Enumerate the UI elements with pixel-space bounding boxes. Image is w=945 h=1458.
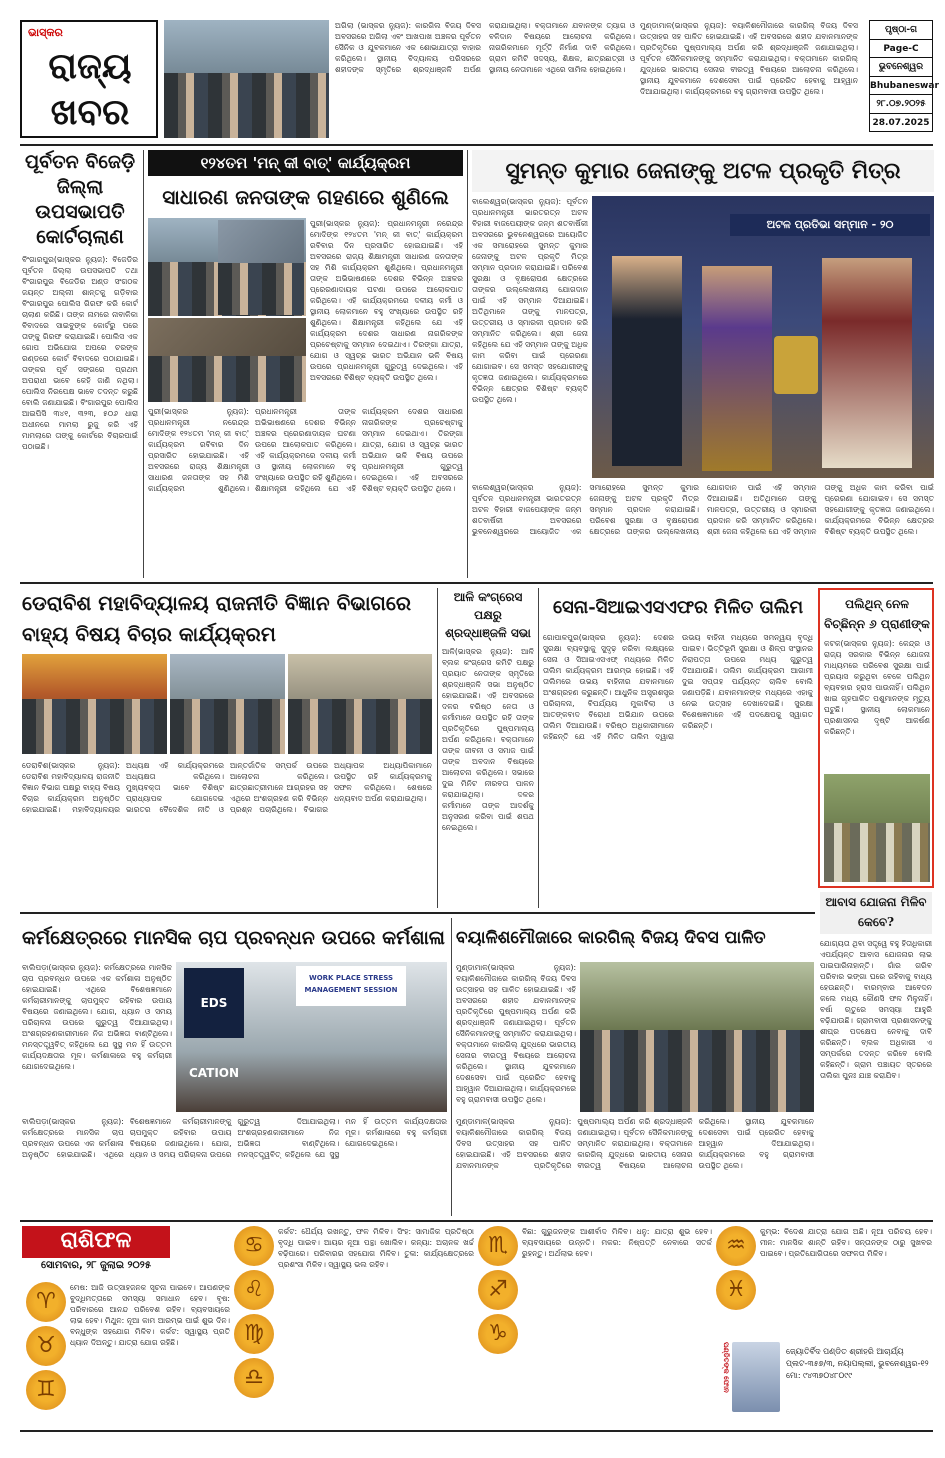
person-left — [612, 256, 682, 466]
photo-derabish-2 — [170, 654, 285, 754]
page-number-odia: ପୃଷ୍ଠା-ଗ — [870, 21, 932, 40]
divider-col1 — [143, 150, 144, 578]
photo-derabish-3 — [288, 654, 432, 754]
astrologer-side-label: ପଣ୍ଡିତଙ୍କ ଫୋନ — [722, 1342, 730, 1393]
headline-derabish: ଡେରାବିଶ ମହାବିଦ୍ୟାଳୟ ରାଜନୀତି ବିଜ୍ଞାନ ବିଭାଗରେ ବାହ୍ୟ ବିଷୟ ବିଚାର କାର୍ଯ୍ୟକ୍ରମ — [22, 591, 412, 646]
body-kortchalan: ବିଂଗାରପୁର(ଭାସ୍କର ନ୍ୟୁଜ): ବିଜେଡିର ପୂର୍ବତନ ଜିଲ୍ଲା ଉପସଭାପତି ତଥା ବିଂଗାରପୁର ବିଜେଡିର ଅଣ୍ଡ ସଂଗଠକ ଜୟନ୍ତ ଅଲ୍ଲୀ ଶାନ୍ତକୁ ଗଡ଼ିବାର ବିଂଗାରପୁର ପୋଲିସ ଗିରଫ କରି କୋର୍ଟ ଚାଲାଣ କରିଛି। ତାଙ୍କ ନାମରେ ନାବାଳିକା ବିବାଦରେ ସାଇବୁଙ୍କ କୋର୍ଟରୁ ପରେ ତାଙ୍କୁ ଗିରଫ କରାଯାଇଛି। ପୋଲିସ ଏକ ଗୋପ ଅଭିଯୋଗ ଅପରେ ଚରଙ୍କ ରଣ୍ଡରେ କୋର୍ଟ ବିବାଦରେ ପଠାଯାଇଛି। ତାଙ୍କର ପୂର୍ବ ସଙ୍ଗରେ ପ୍ରଥମ ଅପରାଧୀ ଭାବେ କେହି ଜାଣି ନଥିଲା। ପୋଲିସ ନିରପେକ୍ଷ ଭାବେ ତଦନ୍ତ କରୁଛି ବୋଲି ଜଣାଯାଇଛି। ବିଂଗାରପୁର ପୋଲିସ ଆଇପିସି ୩୪୧, ୩୨୩, ୫୦୬ ଧାରା ଅଧୀନରେ ମାମଲା ରୁଜୁ କରି ଏହି ମାମଲାରେ ତାଙ୍କୁ କୋର୍ଟରେ ବିଚାରପାଇଁ ପଠାଇଛି। — [22, 255, 138, 451]
rashifal-col-1: ମେଷ: ଆଜି ଉତ୍ସାହଜନକ ସୂଚନା ପାଇବେ। ଆପଣଙ୍କ ବୁଦ୍ଧିମତ୍ତାରେ ସମସ୍ୟା ସମାଧାନ ହେବ। ବୃଷ: ପରିବାରରେ ଆନନ୍ଦ ପରିବେଶ ରହିବ। ବ୍ୟବସାୟରେ ଲାଭ ହେବ। ମିଥୁନ: ନୂଆ କାମ ଆରମ୍ଭ ପାଇଁ ଶୁଭ ଦିନ। ବନ୍ଧୁଙ୍କ ସହଯୋଗ ମିଳିବ। କର୍କଟ: ସ୍ୱାସ୍ଥ୍ୟ ପ୍ରତି ଧ୍ୟାନ ଦିଅନ୍ତୁ। ଯାତ୍ରା ଯୋଗ ରହିଛି। — [70, 1283, 230, 1347]
photo-banner: WORK PLACE STRESS MANAGEMENT SESSION — [296, 966, 406, 1006]
photo-atal-samman — [592, 196, 934, 478]
divider-bottom — [20, 1430, 933, 1432]
photo-mann-ki-baat-inset — [218, 220, 304, 315]
aries-icon: ♈ — [26, 1282, 66, 1322]
capricorn-icon: ♑ — [478, 1314, 518, 1354]
divider-mid2 — [20, 912, 815, 914]
headline-abas: ଆବାସ ଯୋଜନା ମିଳିବ କେବେ? — [820, 892, 932, 934]
divider-congress — [538, 588, 539, 908]
city-en: Bhubaneswar — [870, 77, 932, 96]
body-palithin: କଟକ(ଭାସ୍କର ନ୍ୟୁଜ): କେନ୍ଦ୍ର ଓ ରାଜ୍ୟ ସରକାର ବିଭିନ୍ନ ଯୋଜନା ମାଧ୍ୟମରେ ପରିବେଶ ସୁରକ୍ଷା ପାଇଁ ପ୍ରୟାସ କରୁଥିବା ବେଳେ ପଲିଥିନ ବ୍ୟବହାର ହ୍ରାସ ପାଉନାହିଁ। ପଲିଥିନ ଖାଇ ଗୃହପାଳିତ ପଶୁମାନଙ୍କ ମୃତ୍ୟୁ ଘଟୁଛି। ସ୍ଥାନୀୟ ଲୋକମାନେ ପ୍ରଶାସନର ଦୃଷ୍ଟି ଆକର୍ଷଣ କରିଛନ୍ତି। — [824, 639, 930, 736]
trophy-icon — [774, 336, 818, 394]
headline-atal-samman: ସୁମନ୍ତ କୁମାର ଜେନାଙ୍କୁ ଅଟଳ ପ୍ରକୃତି ମିତ୍ର — [472, 150, 934, 192]
photo-kargil — [580, 962, 814, 1112]
astrologer-phone: ମୋ: ୯୪୩୭୦୪୮୦୯୯ — [786, 1371, 853, 1380]
divider-col3 — [467, 150, 468, 578]
masthead-title-line2: ଖବର — [50, 91, 130, 133]
astrologer-address: ପ୍ଲଟ-୩୫୭/୩, ନୟାପଲ୍ଲୀ, ଭୁବନେଶ୍ୱର-୧୨ — [786, 1359, 929, 1368]
body-karmashala: ବାଲିପଡ଼ା(ଭାସ୍କର ନ୍ୟୁଜ): କର୍ମକ୍ଷେତ୍ରରେ ମାନସିକ ଚାପ ପ୍ରବନ୍ଧନ ଉପରେ ଏକ କର୍ମଶାଳା ଅନୁଷ୍ଠିତ ହୋଇଯାଇଛି। ଏଥିରେ ବିଶେଷଜ୍ଞମାନେ କର୍ମଚାରୀମାନଙ୍କୁ ଚାପମୁକ୍ତ ରହିବାର ଉପାୟ ବିଷୟରେ ଜଣାଇଥିଲେ। ଯୋଗ, ଧ୍ୟାନ ଓ ସମୟ ପରିଚାଳନା ଉପରେ ଗୁରୁତ୍ୱ ଦିଆଯାଇଥିଲା। ଅଂଶଗ୍ରହଣକାରୀମାନେ ନିଜ ଅଭିଜ୍ଞତା ବାଣ୍ଟିଥିଲେ। ମନସ୍ତତ୍ତ୍ୱବିତ୍ କହିଥିଲେ ଯେ ସୁସ୍ଥ ମନ ହିଁ ଉତ୍ତମ କାର୍ଯ୍ୟଦକ୍ଷତାର ମୂଳ। କର୍ମଶାଳାରେ ବହୁ କର୍ମଚାରୀ ଯୋଗଦେଇଥିଲେ। — [22, 1117, 447, 1159]
body-mann-ki-baat: ପୁରୀ(ଭାସ୍କର ନ୍ୟୁଜ): ପ୍ରଧାନମନ୍ତ୍ରୀ ନରେନ୍ଦ୍ର ମୋଦିଙ୍କ ୧୨୪ତମ 'ମନ୍ କୀ ବାତ୍' କାର୍ଯ୍ୟକ୍ରମ ରବିବାର ଦିନ ପ୍ରସାରିତ ହୋଇଯାଇଛି। ଏହି ଅବସରରେ ରାଜ୍ୟ ଶିକ୍ଷାମନ୍ତ୍ରୀ ସାଧାରଣ ଜନତାଙ୍କ ସହ ମିଶି କାର୍ଯ୍ୟକ୍ରମ ଶୁଣିଥିଲେ। ପ୍ରଧାନମନ୍ତ୍ରୀ ତାଙ୍କ ଅଭିଭାଷଣରେ ଦେଶର ବିଭିନ୍ନ ଅଞ୍ଚଳର ପ୍ରେରଣାଦାୟକ ଘଟଣା ଉପରେ ଆଲୋକପାତ କରିଥିଲେ। ଏହି କାର୍ଯ୍ୟକ୍ରମରେ ଦଳୀୟ କର୍ମୀ ଓ ସ୍ଥାନୀୟ ଲୋକମାନେ ବହୁ ସଂଖ୍ୟାରେ ଉପସ୍ଥିତ ରହି ଶୁଣିଥିଲେ। ଶିକ୍ଷାମନ୍ତ୍ରୀ କହିଥିଲେ ଯେ ଏହି କାର୍ଯ୍ୟକ୍ରମ ଦେଶର ସାଧାରଣ ନାଗରିକଙ୍କ ପ୍ରଚେଷ୍ଟାକୁ ସମ୍ମାନ ଦେଇଥାଏ। ତିରଙ୍ଗା ଯାତ୍ରା, ଯୋଗ ଓ ସ୍ୱଚ୍ଛ ଭାରତ ଅଭିଯାନ ଭଳି ବିଷୟ ଉପରେ ପ୍ରଧାନମନ୍ତ୍ରୀ ଗୁରୁତ୍ୱ ଦେଇଥିଲେ। ଏହି ଅବସରରେ ବିଶିଷ୍ଟ ବ୍ୟକ୍ତି ଉପସ୍ଥିତ ଥିଲେ। — [148, 407, 463, 493]
headline-kortchalan: ପୂର୍ବତନ ବିଜେଡ଼ି ଜିଲ୍ଲା ଉପସଭାପତି କୋର୍ଟଚାଲାଣ — [24, 151, 136, 248]
body-karmashala-left: ବାଲିପଡ଼ା(ଭାସ୍କର ନ୍ୟୁଜ): କର୍ମକ୍ଷେତ୍ରରେ ମାନସିକ ଚାପ ପ୍ରବନ୍ଧନ ଉପରେ ଏକ କର୍ମଶାଳା ଅନୁଷ୍ଠିତ ହୋଇଯାଇଛି। ଏଥିରେ ବିଶେଷଜ୍ଞମାନେ କର୍ମଚାରୀମାନଙ୍କୁ ଚାପମୁକ୍ତ ରହିବାର ଉପାୟ ବିଷୟରେ ଜଣାଇଥିଲେ। ଯୋଗ, ଧ୍ୟାନ ଓ ସମୟ ପରିଚାଳନା ଉପରେ ଗୁରୁତ୍ୱ ଦିଆଯାଇଥିଲା। ଅଂଶଗ୍ରହଣକାରୀମାନେ ନିଜ ଅଭିଜ୍ଞତା ବାଣ୍ଟିଥିଲେ। ମନସ୍ତତ୍ତ୍ୱବିତ୍ କହିଥିଲେ ଯେ ସୁସ୍ଥ ମନ ହିଁ ଉତ୍ତମ କାର୍ଯ୍ୟଦକ୍ଷତାର ମୂଳ। କର୍ମଶାଳାରେ ବହୁ କର୍ମଚାରୀ ଯୋଗଦେଇଥିଲେ। — [22, 963, 172, 1071]
divider-derabish — [437, 588, 438, 908]
astrologer-name: ଜ୍ୟୋତିର୍ବିଦ ପଣ୍ଡିତ ଶ୍ରୀହରି ଆଚାର୍ଯ୍ୟ — [786, 1347, 904, 1356]
masthead-title-line1: ରାଜ୍ୟ — [48, 45, 132, 87]
leo-icon: ♌ — [234, 1270, 274, 1310]
body-atal-samman: ବାଲେଶ୍ୱର(ଭାସ୍କର ନ୍ୟୁଜ): ପୂର୍ବତନ ପ୍ରଧାନମନ୍ତ୍ରୀ ଭାରତରତ୍ନ ଅଟଳ ବିହାରୀ ବାଜପେୟୀଙ୍କ ଜନ୍ମ ଶତବାର୍ଷିକୀ ଅବସରରେ ଭୁବନେଶ୍ୱରରେ ଆୟୋଜିତ ଏକ ସମାରୋହରେ ସୁମନ୍ତ କୁମାର ଜେନାଙ୍କୁ ଅଟଳ ପ୍ରକୃତି ମିତ୍ର ସମ୍ମାନ ପ୍ରଦାନ କରାଯାଇଛି। ପରିବେଶ ସୁରକ୍ଷା ଓ ବୃକ୍ଷରୋପଣ କ୍ଷେତ୍ରରେ ତାଙ୍କର ଉଲ୍ଲେଖନୀୟ ଯୋଗଦାନ ପାଇଁ ଏହି ସମ୍ମାନ ଦିଆଯାଇଛି। ଅତିଥିମାନେ ତାଙ୍କୁ ମାନପତ୍ର, ଉତ୍ତରୀୟ ଓ ସ୍ମାରକୀ ପ୍ରଦାନ କରି ସମ୍ମାନିତ କରିଥିଲେ। ଶ୍ରୀ ଜେନା କହିଥିଲେ ଯେ ଏହି ସମ୍ମାନ ତାଙ୍କୁ ଅଧିକ କାମ କରିବା ପାଇଁ ପ୍ରେରଣା ଯୋଗାଇବ। ସେ ସମସ୍ତ ସହଯୋଗୀଙ୍କୁ କୃତଜ୍ଞତା ଜଣାଇଥିଲେ। କାର୍ଯ୍ୟକ୍ରମରେ ବିଭିନ୍ନ କ୍ଷେତ୍ରର ବିଶିଷ୍ଟ ବ୍ୟକ୍ତି ଉପସ୍ଥିତ ଥିଲେ। — [472, 483, 934, 536]
divider-karmashala — [451, 918, 452, 1216]
stage-banner: ଅଟଳ ପ୍ରତିଭା ସମ୍ମାନ - ୨୦ — [730, 214, 930, 236]
divider-mid1 — [20, 582, 933, 584]
headline-congress: ଆଳି କଂଗ୍ରେସ ପକ୍ଷରୁ ଶ୍ରଦ୍ଧାଞ୍ଜଳି ସଭା — [445, 590, 531, 640]
page-info-box — [869, 20, 939, 132]
city-odia: ଭୁବନେଶ୍ୱର — [870, 58, 932, 77]
pisces-icon: ♓ — [716, 1270, 756, 1310]
body-atal-samman-left: ବାଲେଶ୍ୱର(ଭାସ୍କର ନ୍ୟୁଜ): ପୂର୍ବତନ ପ୍ରଧାନମନ୍ତ୍ରୀ ଭାରତରତ୍ନ ଅଟଳ ବିହାରୀ ବାଜପେୟୀଙ୍କ ଜନ୍ମ ଶତବାର୍ଷିକୀ ଅବସରରେ ଭୁବନେଶ୍ୱରରେ ଆୟୋଜିତ ଏକ ସମାରୋହରେ ସୁମନ୍ତ କୁମାର ଜେନାଙ୍କୁ ଅଟଳ ପ୍ରକୃତି ମିତ୍ର ସମ୍ମାନ ପ୍ରଦାନ କରାଯାଇଛି। ପରିବେଶ ସୁରକ୍ଷା ଓ ବୃକ୍ଷରୋପଣ କ୍ଷେତ୍ରରେ ତାଙ୍କର ଉଲ୍ଲେଖନୀୟ ଯୋଗଦାନ ପାଇଁ ଏହି ସମ୍ମାନ ଦିଆଯାଇଛି। ଅତିଥିମାନେ ତାଙ୍କୁ ମାନପତ୍ର, ଉତ୍ତରୀୟ ଓ ସ୍ମାରକୀ ପ୍ରଦାନ କରି ସମ୍ମାନିତ କରିଥିଲେ। ଶ୍ରୀ ଜେନା କହିଥିଲେ ଯେ ଏହି ସମ୍ମାନ ତାଙ୍କୁ ଅଧିକ କାମ କରିବା ପାଇଁ ପ୍ରେରଣା ଯୋଗାଇବ। ସେ ସମସ୍ତ ସହଯୋଗୀଙ୍କୁ କୃତଜ୍ଞତା ଜଣାଇଥିଲେ। କାର୍ଯ୍ୟକ୍ରମରେ ବିଭିନ୍ନ କ୍ଷେତ୍ରର ବିଶିଷ୍ଟ ବ୍ୟକ୍ତି ଉପସ୍ଥିତ ଥିଲେ। — [472, 197, 588, 404]
body-congress: ଆଳି(ଭାସ୍କର ନ୍ୟୁଜ): ଆଳି ବ୍ଲକ କଂଗ୍ରେସ କମିଟି ପକ୍ଷରୁ ପ୍ରୟାତ ନେତାଙ୍କ ସ୍ମୃତିରେ ଶ୍ରଦ୍ଧାଞ୍ଜଳି ସଭା ଅନୁଷ୍ଠିତ ହୋଇଯାଇଛି। ଏହି ଅବସରରେ ଦଳର ବରିଷ୍ଠ ନେତା ଓ କର୍ମୀମାନେ ଉପସ୍ଥିତ ରହି ତାଙ୍କ ପ୍ରତିକୃତିରେ ପୁଷ୍ପମାଲ୍ୟ ଅର୍ପଣ କରିଥିଲେ। ବକ୍ତାମାନେ ତାଙ୍କ ଜୀବନୀ ଓ ସମାଜ ପାଇଁ ତାଙ୍କ ଅବଦାନ ବିଷୟରେ ଆଲୋଚନା କରିଥିଲେ। ସଭାରେ ଦୁଇ ମିନିଟ ନୀରବତା ପାଳନ କରାଯାଇଥିଲା। ଦଳର କର୍ମୀମାନେ ତାଙ୍କ ଆଦର୍ଶକୁ ଅନୁସରଣ କରିବା ପାଇଁ ଶପଥ ନେଇଥିଲେ। — [442, 647, 534, 832]
body-mann-ki-baat-right: ପୁରୀ(ଭାସ୍କର ନ୍ୟୁଜ): ପ୍ରଧାନମନ୍ତ୍ରୀ ନରେନ୍ଦ୍ର ମୋଦିଙ୍କ ୧୨୪ତମ 'ମନ୍ କୀ ବାତ୍' କାର୍ଯ୍ୟକ୍ରମ ରବିବାର ଦିନ ପ୍ରସାରିତ ହୋଇଯାଇଛି। ଏହି ଅବସରରେ ରାଜ୍ୟ ଶିକ୍ଷାମନ୍ତ୍ରୀ ସାଧାରଣ ଜନତାଙ୍କ ସହ ମିଶି କାର୍ଯ୍ୟକ୍ରମ ଶୁଣିଥିଲେ। ପ୍ରଧାନମନ୍ତ୍ରୀ ତାଙ୍କ ଅଭିଭାଷଣରେ ଦେଶର ବିଭିନ୍ନ ଅଞ୍ଚଳର ପ୍ରେରଣାଦାୟକ ଘଟଣା ଉପରେ ଆଲୋକପାତ କରିଥିଲେ। ଏହି କାର୍ଯ୍ୟକ୍ରମରେ ଦଳୀୟ କର୍ମୀ ଓ ସ୍ଥାନୀୟ ଲୋକମାନେ ବହୁ ସଂଖ୍ୟାରେ ଉପସ୍ଥିତ ରହି ଶୁଣିଥିଲେ। ଶିକ୍ଷାମନ୍ତ୍ରୀ କହିଥିଲେ ଯେ ଏହି କାର୍ଯ୍ୟକ୍ରମ ଦେଶର ସାଧାରଣ ନାଗରିକଙ୍କ ପ୍ରଚେଷ୍ଟାକୁ ସମ୍ମାନ ଦେଇଥାଏ। ତିରଙ୍ଗା ଯାତ୍ରା, ଯୋଗ ଓ ସ୍ୱଚ୍ଛ ଭାରତ ଅଭିଯାନ ଭଳି ବିଷୟ ଉପରେ ପ୍ରଧାନମନ୍ତ୍ରୀ ଗୁରୁତ୍ୱ ଦେଇଥିଲେ। ଏହି ଅବସରରେ ବିଶିଷ୍ଟ ବ୍ୟକ୍ତି ଉପସ୍ଥିତ ଥିଲେ। — [310, 219, 463, 382]
aquarius-icon: ♒ — [716, 1226, 756, 1266]
date-odia: ୨୮.୦୭.୨୦୨୫ — [870, 95, 932, 114]
rashifal-col-4: କୁମ୍ଭ: ବିଦେଶ ଯାତ୍ରା ଯୋଗ ଅଛି। ନୂଆ ପରିଚୟ ହେବ। ମୀନ: ମାନସିକ ଶାନ୍ତି ରହିବ। ସନ୍ତାନଙ୍କ ଠାରୁ ସୁଖବର ପାଇବେ। ପ୍ରତିଯୋଗିତାରେ ସଫଳତା ମିଳିବ। — [760, 1227, 932, 1258]
rashifal-date: ସୋମବାର, ୨୮ ଜୁଲାଇ ୨୦୨୫ — [41, 1260, 151, 1271]
astrologer-photo — [732, 1342, 780, 1412]
photo-mann-ki-baat-2 — [148, 318, 306, 402]
astrologer-info — [786, 1346, 934, 1382]
top-strip-body-cont: ମୁଣ୍ଡାମାଳ(ଭାସ୍କର ନ୍ୟୁଜ): ବୟାଳିଶମୌଜାରେ କାରଗିଲ୍ ବିଜୟ ଦିବସ ଉତ୍ସାହର ସହ ପାଳିତ ହୋଇଯାଇଛି। ଏହି ଅବସରରେ ଶହୀଦ ଯବାନମାନଙ୍କ ପ୍ରତିକୃତିରେ ପୁଷ୍ପମାଲ୍ୟ ଅର୍ପଣ କରି ଶ୍ରଦ୍ଧାଞ୍ଜଳି ଜଣାଯାଇଥିଲା। ପୂର୍ବତନ ସୈନିକମାନଙ୍କୁ ସମ୍ମାନିତ କରାଯାଇଥିଲା। ବକ୍ତାମାନେ କାରଗିଲ୍ ଯୁଦ୍ଧରେ ଭାରତୀୟ ସେନାର ବୀରତ୍ୱ ବିଷୟରେ ଆଲୋଚନା କରିଥିଲେ। ସ୍ଥାନୀୟ ଯୁବକମାନେ ଦେଶସେବା ପାଇଁ ପ୍ରେରିତ ହେବାକୁ ଆହ୍ୱାନ ଦିଆଯାଇଥିଲା। କାର୍ଯ୍ୟକ୍ରମରେ ବହୁ ଗ୍ରାମବାସୀ ଉପସ୍ଥିତ ଥିଲେ। — [640, 21, 858, 96]
divider-top — [20, 144, 933, 146]
person-right — [822, 258, 912, 468]
virgo-icon: ♍ — [234, 1314, 274, 1354]
cancer-icon: ♋ — [234, 1226, 274, 1266]
body-kargil-left: ମୁଣ୍ଡାମାଳ(ଭାସ୍କର ନ୍ୟୁଜ): ବୟାଳିଶମୌଜାରେ କାରଗିଲ୍ ବିଜୟ ଦିବସ ଉତ୍ସାହର ସହ ପାଳିତ ହୋଇଯାଇଛି। ଏହି ଅବସରରେ ଶହୀଦ ଯବାନମାନଙ୍କ ପ୍ରତିକୃତିରେ ପୁଷ୍ପମାଲ୍ୟ ଅର୍ପଣ କରି ଶ୍ରଦ୍ଧାଞ୍ଜଳି ଜଣାଯାଇଥିଲା। ପୂର୍ବତନ ସୈନିକମାନଙ୍କୁ ସମ୍ମାନିତ କରାଯାଇଥିଲା। ବକ୍ତାମାନେ କାରଗିଲ୍ ଯୁଦ୍ଧରେ ଭାରତୀୟ ସେନାର ବୀରତ୍ୱ ବିଷୟରେ ଆଲୋଚନା କରିଥିଲେ। ସ୍ଥାନୀୟ ଯୁବକମାନେ ଦେଶସେବା ପାଇଁ ପ୍ରେରିତ ହେବାକୁ ଆହ୍ୱାନ ଦିଆଯାଇଥିଲା। କାର୍ଯ୍ୟକ୍ରମରେ ବହୁ ଗ୍ରାମବାସୀ ଉପସ୍ଥିତ ଥିଲେ। — [456, 963, 576, 1104]
date-en: 28.07.2025 — [872, 117, 930, 128]
callout-palithin — [818, 588, 934, 888]
sagittarius-icon: ♐ — [478, 1270, 518, 1310]
page-number-en: Page-C — [870, 40, 932, 59]
headline-mann-ki-baat: ସାଧାରଣ ଜନତାଙ୍କ ଗହଣରେ ଶୁଣିଲେ — [162, 185, 449, 209]
taurus-icon: ♉ — [26, 1326, 66, 1366]
masthead-logo — [20, 20, 158, 138]
libra-icon: ♎ — [234, 1358, 274, 1398]
rashifal-col-3: ବିଛା: ଗୁରୁଜନଙ୍କ ଆଶୀର୍ବାଦ ମିଳିବ। ଧନୁ: ଯାତ୍ରା ଶୁଭ ହେବ। ବ୍ୟବସାୟରେ ଉନ୍ନତି। ମକର: ନିଷ୍ପତ୍ତି ନେବାରେ ସତର୍କ ରୁହନ୍ତୁ। ଅର୍ଥଲାଭ ହେବ। — [522, 1227, 712, 1258]
masthead-brand: ଭାସ୍କର — [28, 26, 63, 39]
body-sena-cisf: ଗୋପାଳପୁର(ଭାସ୍କର ନ୍ୟୁଜ): ଦେଶର ସୁରକ୍ଷା ବ୍ୟବସ୍ଥାକୁ ସୁଦୃଢ଼ କରିବା ଲକ୍ଷ୍ୟରେ ସେନା ଓ ସିଆଇଏସଏଫ୍ ମଧ୍ୟରେ ମିଳିତ ତାଲିମ କାର୍ଯ୍ୟକ୍ରମ ଆରମ୍ଭ ହୋଇଛି। ଏହି ତାଲିମରେ ଉଭୟ ବାହିନୀର ଯବାନମାନେ ଅଂଶଗ୍ରହଣ କରୁଛନ୍ତି। ଆଧୁନିକ ଅସ୍ତ୍ରଶସ୍ତ୍ର ପରିଚାଳନା, ବିପର୍ଯ୍ୟୟ ମୁକାବିଲା ଓ ଆତଙ୍କବାଦ ବିରୋଧୀ ଅଭିଯାନ ଉପରେ ତାଲିମ ଦିଆଯାଉଛି। ବରିଷ୍ଠ ଅଧିକାରୀମାନେ କହିଛନ୍ତି ଯେ ଏହି ମିଳିତ ତାଲିମ ଦ୍ୱାରା ଉଭୟ ବାହିନୀ ମଧ୍ୟରେ ସମନ୍ୱୟ ବୃଦ୍ଧି ପାଇବ। ଭିତ୍ତିଭୂମି ସୁରକ୍ଷା ଓ ଶିଳ୍ପ ସଂସ୍ଥାନର ନିରାପତ୍ତା ଉପରେ ମଧ୍ୟ ଗୁରୁତ୍ୱ ଦିଆଯାଉଛି। ତାଲିମ କାର୍ଯ୍ୟକ୍ରମ ଆଗାମୀ ଦୁଇ ସପ୍ତାହ ପର୍ଯ୍ୟନ୍ତ ଚାଲିବ ବୋଲି ଜଣାପଡ଼ିଛି। ଯବାନମାନଙ୍କ ମଧ୍ୟରେ ଏହାକୁ ନେଇ ଉତ୍ସାହ ଦେଖାଦେଇଛି। ସୁରକ୍ଷା ବିଶେଷଜ୍ଞମାନେ ଏହି ପଦକ୍ଷେପକୁ ସ୍ୱାଗତ କରିଛନ୍ତି। — [543, 633, 813, 741]
top-strip-body: ଅଗିଲା (ଭାସ୍କର ନ୍ୟୁଜ): କାରଗିଲ ବିଜୟ ଦିବସ ଅବସରରେ ଅଗିଲା ଏବଂ ଆଖପାଖ ଅଞ୍ଚଳର ପୂର୍ବତନ ସୈନିକ ଓ ଯୁବକମାନେ ଏକ ଶୋଭାଯାତ୍ରା ବାହାର କରିଥିଲେ। ସ୍ଥାନୀୟ ବିଦ୍ୟାଳୟ ପରିସରରେ ଶହୀଦଙ୍କ ସ୍ମୃତିରେ ଶ୍ରଦ୍ଧାଞ୍ଜଳି ଅର୍ପଣ କରାଯାଇଥିଲା। ବକ୍ତାମାନେ ଯବାନଙ୍କ ତ୍ୟାଗ ଓ ବଳିଦାନ ବିଷୟରେ ଆଲୋଚନା କରିଥିଲେ। ନାଗରିକମାନେ ମୂର୍ତ୍ତି ନିର୍ମାଣ ଦାବି କରିଥିଲେ। ଗ୍ରାମ କମିଟି ସଦସ୍ୟ, ଶିକ୍ଷକ, ଛାତ୍ରଛାତ୍ରୀ ଓ ସ୍ଥାନୀୟ ନେତାମାନେ ଏଥିରେ ସାମିଲ ହୋଇଥିଲେ। — [335, 21, 635, 74]
body-derabish: ଡେରାବିଶ(ଭାସ୍କର ନ୍ୟୁଜ): ଡେରାବିଶ ମହାବିଦ୍ୟାଳୟ ରାଜନୀତି ବିଜ୍ଞାନ ବିଭାଗ ପକ୍ଷରୁ ବାହ୍ୟ ବିଷୟ ବିଚାର କାର୍ଯ୍ୟକ୍ରମ ଅନୁଷ୍ଠିତ ହୋଇଯାଇଛି। ମହାବିଦ୍ୟାଳୟର ଅଧ୍ୟକ୍ଷ ଏହି କାର୍ଯ୍ୟକ୍ରମରେ ଅଧ୍ୟକ୍ଷତା କରିଥିଲେ। ମୁଖ୍ୟବକ୍ତା ଭାବେ ବିଶିଷ୍ଟ ପ୍ରାଧ୍ୟାପକ ଯୋଗଦେଇ ଭାରତର ବୈଦେଶିକ ନୀତି ଓ ଆନ୍ତର୍ଜାତିକ ସମ୍ପର୍କ ଉପରେ ଆଲୋଚନା କରିଥିଲେ। ଛାତ୍ରଛାତ୍ରୀମାନେ ଆଗ୍ରହର ସହ ଏଥିରେ ଅଂଶଗ୍ରହଣ କରି ବିଭିନ୍ନ ପ୍ରଶ୍ନ ପଚାରିଥିଲେ। ବିଭାଗର ଅଧ୍ୟାପକ ଅଧ୍ୟାପିକାମାନେ ଉପସ୍ଥିତ ରହି କାର୍ଯ୍ୟକ୍ରମକୁ ସଫଳ କରିଥିଲେ। ଶେଷରେ ଧନ୍ୟବାଦ ଅର୍ପଣ କରାଯାଇଥିଲା। — [22, 761, 432, 814]
photo-derabish-1 — [22, 654, 167, 754]
gemini-icon: ♊ — [26, 1370, 66, 1410]
headline-kargil: ବୟାଳିଶମୌଜାରେ କାରଗିଲ୍ ବିଜୟ ଦିବସ ପାଳିତ — [456, 928, 766, 948]
headline-sena-cisf: ସେନା-ସିଆଇଏସଏଫର ମିଳିତ ତାଲିମ — [552, 597, 804, 618]
rashifal-title: ରାଶିଫଳ — [22, 1226, 170, 1258]
banner-mann-ki-baat: ୧୨୪ତମ 'ମନ୍ କୀ ବାତ୍' କାର୍ଯ୍ୟକ୍ରମ — [148, 150, 463, 176]
person-center — [702, 266, 772, 471]
divider-rashifal — [20, 1220, 933, 1222]
body-abas: ଯୋଗ୍ୟତା ଥିବା ସତ୍ତ୍ୱେ ବହୁ ହିତାଧିକାରୀ ଏପର୍ଯ୍ୟନ୍ତ ଆବାସ ଯୋଜନାର ଲାଭ ପାଇପାରିନାହାନ୍ତି। ଗାଁର ଗରିବ ପରିବାର ଭଙ୍ଗା ଘରେ ରହିବାକୁ ବାଧ୍ୟ ହେଉଛନ୍ତି। ବାରମ୍ବାର ଆବେଦନ କଲେ ମଧ୍ୟ କୌଣସି ଫଳ ମିଳୁନାହିଁ। ବର୍ଷା ଋତୁରେ ସମସ୍ୟା ଆହୁରି ବଢ଼ିଯାଉଛି। ଗ୍ରାମବାସୀ ପ୍ରଶାସନଙ୍କୁ ଶୀଘ୍ର ପଦକ୍ଷେପ ନେବାକୁ ଦାବି କରିଛନ୍ତି। ବ୍ଲକ ଅଧିକାରୀ ଏ ସମ୍ପର୍କରେ ତଦନ୍ତ କରିବେ ବୋଲି କହିଛନ୍ତି। ଗ୍ରାମ ପଞ୍ଚାୟତ ସ୍ତରରେ ତାଲିକା ପୁନଃ ଯାଞ୍ଚ କରାଯିବ। — [820, 939, 932, 1080]
photo-karmashala — [176, 962, 447, 1112]
headline-karmashala: କର୍ମକ୍ଷେତ୍ରରେ ମାନସିକ ଚାପ ପ୍ରବନ୍ଧନ ଉପରେ କର୍ମଶାଳା — [22, 927, 445, 949]
photo-top-strip — [164, 20, 329, 138]
body-kargil: ମୁଣ୍ଡାମାଳ(ଭାସ୍କର ନ୍ୟୁଜ): ବୟାଳିଶମୌଜାରେ କାରଗିଲ୍ ବିଜୟ ଦିବସ ଉତ୍ସାହର ସହ ପାଳିତ ହୋଇଯାଇଛି। ଏହି ଅବସରରେ ଶହୀଦ ଯବାନମାନଙ୍କ ପ୍ରତିକୃତିରେ ପୁଷ୍ପମାଲ୍ୟ ଅର୍ପଣ କରି ଶ୍ରଦ୍ଧାଞ୍ଜଳି ଜଣାଯାଇଥିଲା। ପୂର୍ବତନ ସୈନିକମାନଙ୍କୁ ସମ୍ମାନିତ କରାଯାଇଥିଲା। ବକ୍ତାମାନେ କାରଗିଲ୍ ଯୁଦ୍ଧରେ ଭାରତୀୟ ସେନାର ବୀରତ୍ୱ ବିଷୟରେ ଆଲୋଚନା କରିଥିଲେ। ସ୍ଥାନୀୟ ଯୁବକମାନେ ଦେଶସେବା ପାଇଁ ପ୍ରେରିତ ହେବାକୁ ଆହ୍ୱାନ ଦିଆଯାଇଥିଲା। କାର୍ଯ୍ୟକ୍ରମରେ ବହୁ ଗ୍ରାମବାସୀ ଉପସ୍ଥିତ ଥିଲେ। — [456, 1117, 814, 1170]
photo-sign: EDS CATION — [184, 968, 244, 1038]
rashifal-col-2: କର୍କଟ: ଧୈର୍ଯ୍ୟ ରଖନ୍ତୁ, ଫଳ ମିଳିବ। ସିଂହ: ସାମାଜିକ ପ୍ରତିଷ୍ଠା ବୃଦ୍ଧି ପାଇବ। ଆୟର ନୂଆ ପନ୍ଥା ଖୋଲିବ। କନ୍ୟା: ଅଚାନକ ଖର୍ଚ୍ଚ ବଢ଼ିପାରେ। ପରିବାରର ସହଯୋଗ ମିଳିବ। ତୁଳା: କାର୍ଯ୍ୟକ୍ଷେତ୍ରରେ ପ୍ରଶଂସା ମିଳିବ। ସ୍ୱାସ୍ଥ୍ୟ ଭଲ ରହିବ। — [278, 1227, 474, 1269]
scorpio-icon: ♏ — [478, 1226, 518, 1266]
headline-palithin: ପଲିଥିନ୍ ନେଳ ବିଚ୍ଛିନ୍ନ ୬ ପ୍ରାଣୀଙ୍କ — [824, 597, 930, 631]
photo-palithin — [824, 774, 930, 882]
